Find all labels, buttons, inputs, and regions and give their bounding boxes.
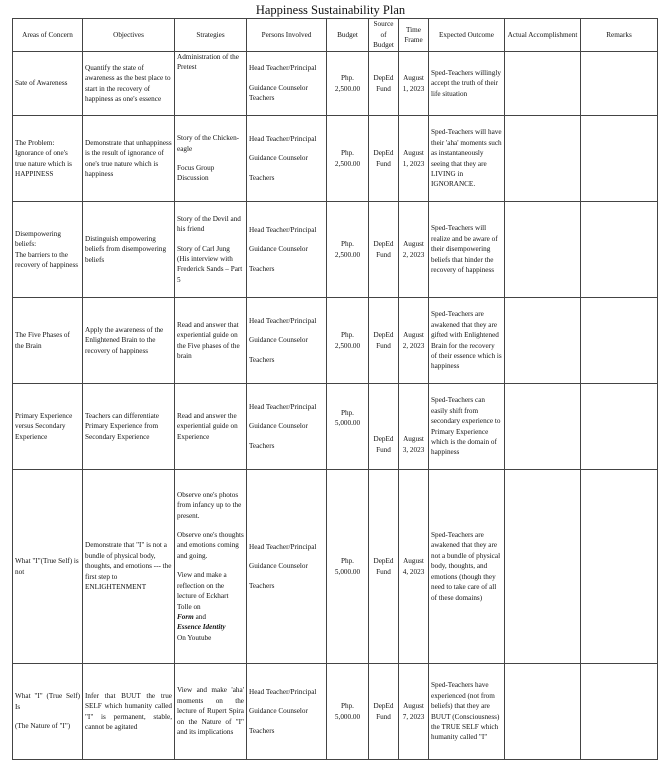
remarks-cell bbox=[581, 52, 658, 116]
person-teachers: Teachers bbox=[249, 441, 275, 450]
area-cell: Primary Experience versus Secondary Experience bbox=[13, 384, 83, 470]
table-row bbox=[13, 470, 658, 664]
and-word: and bbox=[195, 612, 206, 621]
strategy-part: View and make a reflection on the lecture of Eckhart Tolle on bbox=[177, 571, 229, 611]
remarks-cell bbox=[581, 298, 658, 384]
person-head: Head Teacher/Principal bbox=[249, 316, 317, 325]
time-cell: August 4, 2023 bbox=[399, 470, 429, 664]
header-strategies: Strategies bbox=[175, 19, 247, 52]
strategy-cell: View and make 'aha' moments on the lecture of Rupert Spira on the Nature of "I" and its implications bbox=[175, 664, 247, 760]
header-budget: Budget bbox=[327, 19, 369, 52]
area-cell: The Problem: Ignorance of one's true nature which is HAPPINESS bbox=[13, 116, 83, 202]
table-row bbox=[13, 298, 658, 384]
persons-cell bbox=[247, 298, 327, 384]
form-emphasis: Form bbox=[177, 612, 194, 621]
person-guidance: Guidance Counselor bbox=[249, 562, 308, 571]
persons-cell bbox=[247, 52, 327, 116]
budget-cell: Php. 2,500.00 bbox=[327, 202, 369, 298]
source-cell: DepEd Fund bbox=[369, 52, 399, 116]
header-objectives: Objectives bbox=[83, 19, 175, 52]
person-teachers: Teachers bbox=[249, 173, 275, 182]
actual-cell bbox=[505, 202, 581, 298]
strategy-cell: Read and answer the experiential guide on Experience bbox=[175, 384, 247, 470]
person-guidance: Guidance Counselor bbox=[249, 154, 308, 163]
person-teachers: Teachers bbox=[249, 94, 275, 103]
document-title: Happiness Sustainability Plan bbox=[255, 3, 406, 17]
header-time: Time Frame bbox=[399, 19, 429, 52]
essence-identity-emphasis: Essence Identity bbox=[177, 623, 226, 632]
person-head: Head Teacher/Principal bbox=[249, 402, 317, 411]
header-persons: Persons Involved bbox=[247, 19, 327, 52]
budget-cell: Php. 2,500.00 bbox=[327, 116, 369, 202]
time-cell: August 2, 2023 bbox=[399, 202, 429, 298]
outcome-cell: Sped-Teachers are awakened that they are not a bundle of physical body, thoughts, and emotions (though they need to take care of all of these domains) bbox=[429, 470, 505, 664]
objective-cell bbox=[83, 470, 175, 664]
person-guidance: Guidance Counselor bbox=[249, 422, 308, 431]
table-row bbox=[13, 116, 658, 202]
person-head: Head Teacher/Principal bbox=[249, 542, 317, 551]
strategy-part: Story of the Devil and his friend bbox=[177, 214, 241, 234]
objective-cell: Distinguish empowering beliefs from disempowering beliefs bbox=[83, 202, 175, 298]
persons-cell bbox=[247, 664, 327, 760]
outcome-cell: Sped-Teachers have experienced (not from beliefs) that they are BUUT (Consciousness) the TRUE SELF which humanity called "I" bbox=[429, 664, 505, 760]
person-teachers: Teachers bbox=[249, 581, 275, 590]
persons-cell bbox=[247, 384, 327, 470]
area-cell: Sate of Awareness bbox=[13, 52, 83, 116]
header-source: Source of Budget bbox=[369, 19, 399, 52]
remarks-cell bbox=[581, 202, 658, 298]
actual-cell bbox=[505, 116, 581, 202]
person-guidance: Guidance Counselor bbox=[249, 707, 308, 716]
budget-cell: Php. 5,000.00 bbox=[327, 664, 369, 760]
persons-cell bbox=[247, 202, 327, 298]
actual-cell bbox=[505, 664, 581, 760]
person-guidance: Guidance Counselor bbox=[249, 336, 308, 345]
persons-cell bbox=[247, 470, 327, 664]
strategy-part: Story of Carl Jung (His interview with Frederick Sands – Part 5 bbox=[177, 244, 243, 284]
source-cell: DepEd Fund bbox=[369, 298, 399, 384]
time-cell: August 3, 2023 bbox=[399, 384, 429, 470]
person-head: Head Teacher/Principal bbox=[249, 134, 317, 143]
actual-cell bbox=[505, 52, 581, 116]
actual-cell bbox=[505, 470, 581, 664]
area-cell: The Five Phases of the Brain bbox=[13, 298, 83, 384]
plan-table bbox=[12, 18, 658, 760]
time-cell: August 1, 2023 bbox=[399, 52, 429, 116]
outcome-cell: Sped-Teachers can easily shift from secondary experience to Primary Experience which is the domain of happiness bbox=[429, 384, 505, 470]
remarks-cell bbox=[581, 116, 658, 202]
budget-cell: Php. 5,000.00 bbox=[327, 470, 369, 664]
budget-cell: Php. 2,500.00 bbox=[327, 52, 369, 116]
outcome-cell: Sped-Teachers will have their 'aha' moments such as instantaneously seeing that they are LIVING in IGNORANCE. bbox=[429, 116, 505, 202]
time-cell: August 1, 2023 bbox=[399, 116, 429, 202]
time-cell: August 7, 2023 bbox=[399, 664, 429, 760]
source-cell: DepEd Fund bbox=[369, 470, 399, 664]
objective-cell: Teachers can differentiate Primary Experience from Secondary Experience bbox=[83, 384, 175, 470]
area-cell bbox=[13, 202, 83, 298]
header-row bbox=[13, 19, 658, 52]
area-cell bbox=[13, 664, 83, 760]
person-teachers: Teachers bbox=[249, 264, 275, 273]
outcome-cell: Sped-Teachers will realize and be aware of their disempowering beliefs that hinder the recovery of happiness bbox=[429, 202, 505, 298]
objective-part: Demonstrate that "I" is not a bundle of physical body, thoughts, and emotions --- the first step to bbox=[85, 541, 172, 581]
strategy-part: Observe one's thoughts and emotions coming and going. bbox=[177, 531, 244, 560]
strategy-part: Story of the Chicken-eagle bbox=[177, 134, 240, 153]
table-row bbox=[13, 664, 658, 760]
objective-cell: Quantify the state of awareness as the best place to start in the recovery of happiness as one's essence bbox=[83, 52, 175, 116]
person-guidance: Guidance Counselor bbox=[249, 245, 308, 254]
person-head: Head Teacher/Principal bbox=[249, 225, 317, 234]
actual-cell bbox=[505, 298, 581, 384]
source-cell: DepEd Fund bbox=[369, 664, 399, 760]
person-guidance: Guidance Counselor bbox=[249, 83, 308, 92]
remarks-cell bbox=[581, 384, 658, 470]
persons-cell bbox=[247, 116, 327, 202]
table-row bbox=[13, 52, 658, 116]
strategy-part: Observe one's photos from infancy up to the present. bbox=[177, 490, 242, 520]
strategy-cell: Administration of the Pretest bbox=[175, 52, 247, 116]
person-head: Head Teacher/Principal bbox=[249, 687, 317, 696]
header-expected: Expected Outcome bbox=[429, 19, 505, 52]
strategy-cell bbox=[175, 470, 247, 664]
objective-cell: Apply the awareness of the Enlightened Brain to the recovery of happiness bbox=[83, 298, 175, 384]
strategy-part: On Youtube bbox=[177, 633, 212, 642]
area-part: What "I" (True Self) Is bbox=[15, 692, 80, 711]
person-teachers: Teachers bbox=[249, 355, 275, 364]
table-row bbox=[13, 384, 658, 470]
strategy-part: Focus Group Discussion bbox=[177, 164, 215, 183]
area-part: Disempowering beliefs: bbox=[15, 229, 61, 249]
strategy-part bbox=[177, 612, 244, 622]
header-remarks: Remarks bbox=[581, 19, 658, 52]
person-head: Head Teacher/Principal bbox=[249, 64, 317, 73]
strategy-cell: Read and answer that experiential guide on the Five phases of the brain bbox=[175, 298, 247, 384]
table-row bbox=[13, 202, 658, 298]
area-cell: What "I"(True Self) is not bbox=[13, 470, 83, 664]
outcome-cell: Sped-Teachers are awakened that they are gifted with Enlightened Brain for the recovery of their essence which is happiness bbox=[429, 298, 505, 384]
actual-cell bbox=[505, 384, 581, 470]
source-cell: DepEd Fund bbox=[369, 116, 399, 202]
objective-part: ENLIGHTENMENT bbox=[85, 583, 147, 592]
outcome-cell: Sped-Teachers willingly accept the truth of their life situation bbox=[429, 52, 505, 116]
objective-cell: Demonstrate that unhappiness is the result of ignorance of one's true nature which is happiness bbox=[83, 116, 175, 202]
header-actual: Actual Accomplishment bbox=[505, 19, 581, 52]
strategy-cell bbox=[175, 116, 247, 202]
remarks-cell bbox=[581, 664, 658, 760]
budget-cell: Php. 2,500.00 bbox=[327, 298, 369, 384]
remarks-cell bbox=[581, 470, 658, 664]
area-part: The barriers to the recovery of happiness bbox=[15, 250, 79, 269]
area-part: (The Nature of "I") bbox=[15, 722, 71, 731]
strategy-cell bbox=[175, 202, 247, 298]
objective-cell: Infer that BUUT the true SELF which humanity called "I" is permanent, stable, cannot be agitated bbox=[83, 664, 175, 760]
time-cell: August 2, 2023 bbox=[399, 298, 429, 384]
header-areas: Areas of Concern bbox=[13, 19, 83, 52]
budget-cell: Php. 5,000.00 bbox=[327, 384, 369, 470]
source-cell: DepEd Fund bbox=[369, 384, 399, 470]
source-cell: DepEd Fund bbox=[369, 202, 399, 298]
person-teachers: Teachers bbox=[249, 726, 275, 735]
